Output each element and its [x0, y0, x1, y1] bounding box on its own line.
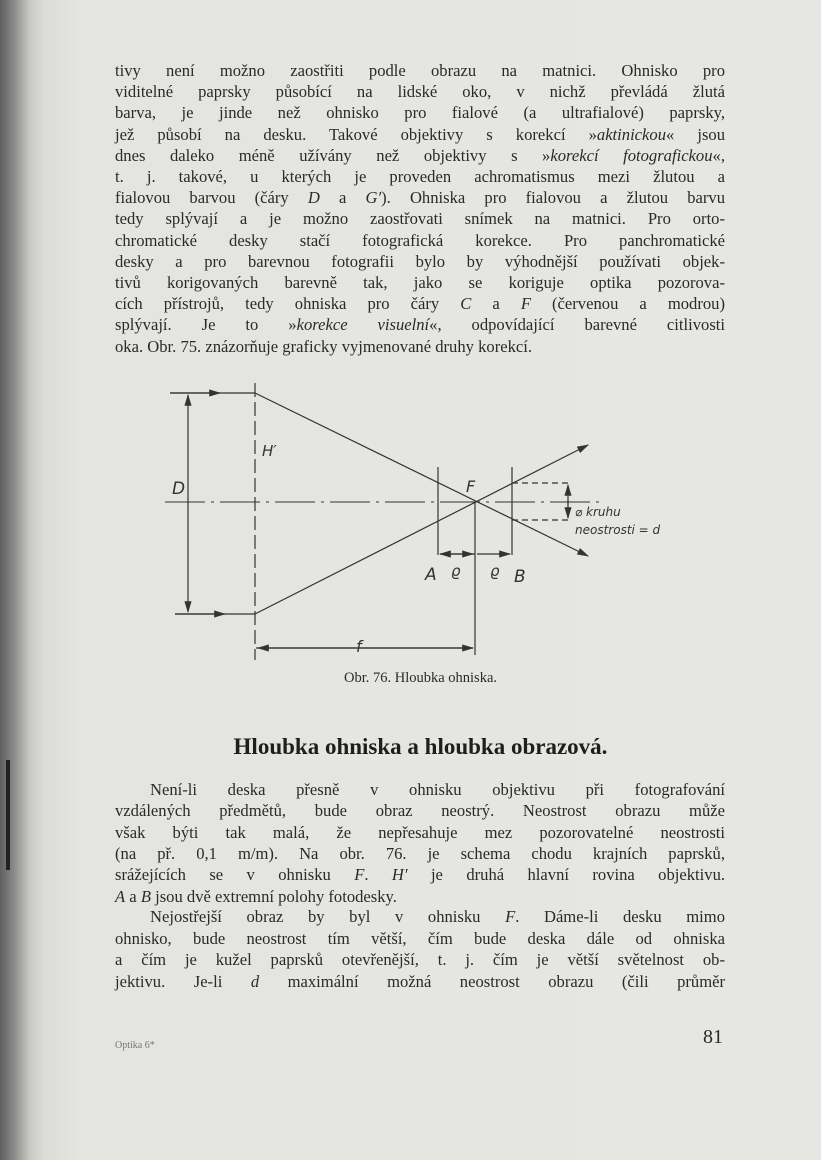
italic-term: C: [460, 294, 472, 314]
text-segment: viditelné paprsky působící na lidské oko, v nichž převládá žlutá: [115, 82, 725, 102]
text-segment: Není-li deska přesně v ohnisku objektivu při fotografování: [150, 780, 725, 799]
label-f: f: [356, 637, 362, 656]
ray-top-refracted: [255, 393, 588, 556]
text-segment: je druhá hlavní rovina objektivu.: [407, 865, 726, 885]
label-D: D: [172, 479, 186, 499]
text-segment: tedy splývají a je možno zaostřovati snímek na matnici. Pro orto-: [115, 209, 725, 229]
text-segment: (červenou a modrou): [530, 294, 725, 314]
text-segment: jež působí na desku. Takové objektivy s korekcí »: [115, 124, 597, 144]
label-H: H′: [262, 442, 277, 460]
text-segment: chromatické desky stačí fotografická korekce. Pro panchromatické: [115, 230, 725, 250]
signature-mark: Optika 6*: [115, 1040, 155, 1051]
page-number: 81: [703, 1026, 723, 1048]
figure-caption: Obr. 76. Hloubka ohniska.: [343, 670, 498, 686]
italic-term: F: [354, 865, 365, 885]
text-segment: srážejících se v ohnisku: [115, 865, 355, 885]
label-F: F: [466, 477, 476, 496]
label-B: B: [514, 567, 526, 587]
label-rho-left: ϱ: [451, 562, 461, 580]
text-segment: tivy není možno zaostřiti podle obrazu na matnici. Ohnisko pro: [115, 61, 725, 80]
label-blur-circle-2: neostrosti = d: [575, 523, 661, 537]
text-segment: « jsou: [666, 124, 726, 144]
text-segment: a: [319, 188, 366, 208]
section-heading: Hloubka ohniska a hloubka obrazová.: [233, 734, 608, 759]
text-segment: a: [471, 294, 521, 314]
italic-term: H′: [391, 865, 408, 885]
text-segment: oka. Obr. 75. znázorňuje graficky vyjmenované druhy korekcí.: [115, 336, 533, 356]
text-segment: fialovou barvou (čáry: [115, 188, 308, 208]
text-segment: vzdálených předmětů, bude obraz neostrý. Neostrost obrazu může: [115, 801, 725, 821]
italic-term: A: [115, 886, 126, 906]
text-segment: «,: [712, 145, 725, 165]
text-segment: t. j. takové, u kterých je proveden achromatismus mezi žlutou a: [115, 167, 725, 186]
label-A: A: [425, 565, 437, 585]
italic-term: F: [520, 294, 531, 314]
italic-term: B: [140, 886, 151, 906]
text-segment: a: [125, 886, 141, 906]
text-segment: Nejostřejší obraz by byl v ohnisku: [150, 907, 506, 926]
italic-term: D: [307, 188, 320, 208]
italic-term: aktinickou: [596, 124, 667, 144]
text-segment: maximální možná neostrost obrazu (čili průměr: [259, 971, 726, 991]
text-segment: (na př. 0,1 m/m). Na obr. 76. je schema chodu krajních paprsků,: [115, 843, 725, 863]
text-segment: však býti tak malá, že nepřesahuje mez pozorovatelné neostrosti: [115, 822, 725, 842]
ray-bottom-refracted: [255, 445, 588, 614]
label-blur-circle-1: ⌀ kruhu: [575, 505, 621, 519]
text-segment: cích přístrojů, tedy ohniska pro čáry: [115, 294, 461, 314]
text-segment: . Dáme-li desku mimo: [515, 907, 725, 926]
italic-term: korekce visuelní: [296, 315, 430, 335]
italic-term: F: [505, 907, 516, 926]
text-segment: ohnisko, bude neostrost tím větší, čím bude deska dále od ohniska: [115, 928, 725, 948]
text-segment: desky a pro barevnou fotografii bylo by výhodnější používati objek-: [115, 251, 725, 271]
text-segment: «, odpovídající barevné citlivosti: [429, 315, 725, 335]
text-segment: a čím je kužel paprsků otevřenější, t. j. čím je větší světelnost ob-: [115, 950, 725, 970]
italic-term: korekcí fotografickou: [550, 145, 713, 165]
text-segment: .: [364, 865, 392, 885]
italic-term: d: [250, 971, 260, 991]
text-segment: tivů korigovaných barevně tak, jako se koriguje optika pozorova-: [115, 273, 725, 292]
label-rho-right: ϱ: [490, 562, 500, 580]
text-segment: ). Ohniska pro fialovou a žlutou barvu: [381, 188, 725, 208]
text-segment: jsou dvě extremní polohy fotodesky.: [150, 886, 397, 906]
text-segment: jektivu. Je-li: [115, 971, 251, 991]
text-segment: barva, je jinde než ohnisko pro fialové (a ultrafialové) paprsky,: [115, 103, 725, 123]
text-segment: dnes daleko méně užívány než objektivy s »: [115, 145, 551, 165]
text-segment: splývají. Je to »: [115, 315, 297, 335]
italic-term: G′: [365, 188, 382, 208]
